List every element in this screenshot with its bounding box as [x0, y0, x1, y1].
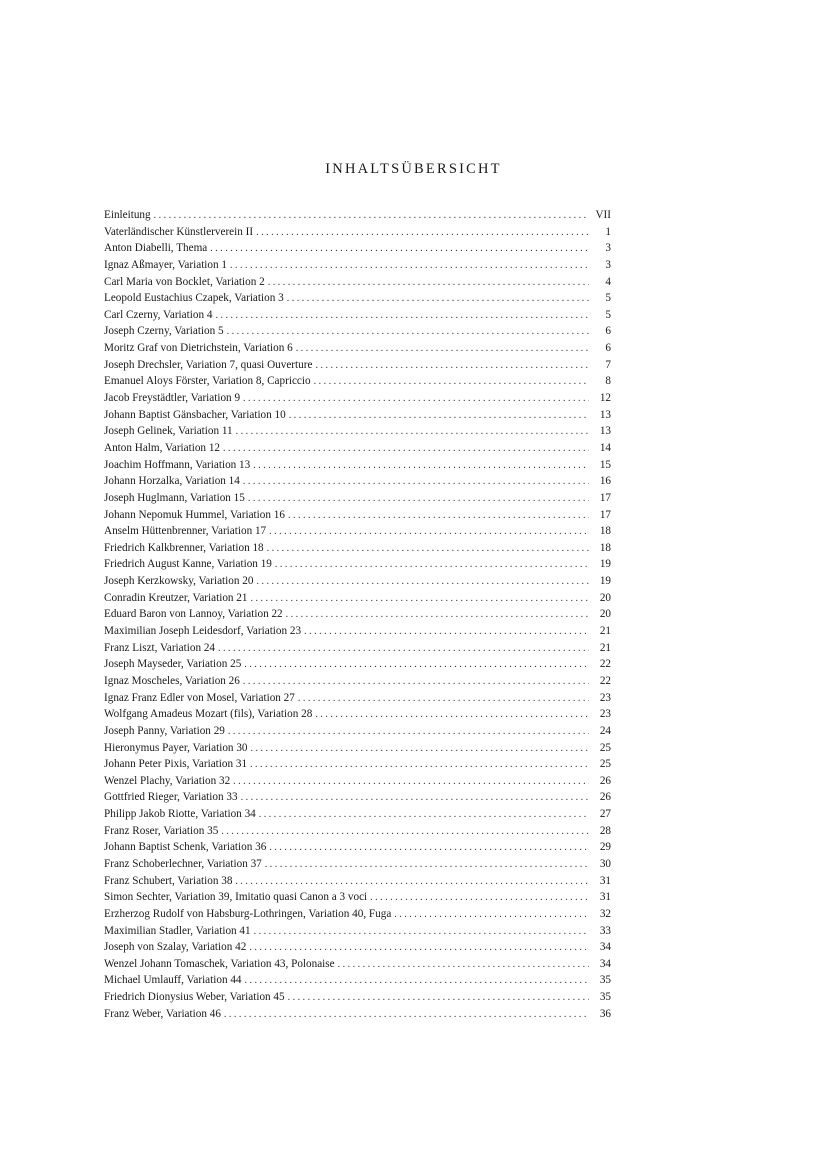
toc-entry-page-number: 18 [599, 541, 611, 554]
toc-entry-label: Hieronymus Payer, Variation 30 [104, 741, 248, 754]
toc-entry-label: Gottfried Rieger, Variation 33 [104, 791, 238, 804]
toc-entry-label: Moritz Graf von Dietrichstein, Variation 6 [104, 342, 293, 355]
toc-entry-page-number: 28 [599, 824, 611, 837]
toc-entry-label: Friedrich August Kanne, Variation 19 [104, 558, 272, 571]
toc-dot-leader [251, 591, 590, 607]
toc-entry [104, 440, 611, 457]
toc-entry-label: Johann Baptist Schenk, Variation 36 [104, 841, 267, 854]
toc-entry-label: Eduard Baron von Lannoy, Variation 22 [104, 608, 283, 621]
toc-entry [104, 956, 611, 973]
toc-entry-page-number: 29 [599, 841, 611, 854]
toc-entry-page-number: 31 [599, 891, 611, 904]
toc-entry-page-number: 26 [599, 791, 611, 804]
toc-entry-page-number: 3 [605, 258, 611, 271]
toc-entry [104, 257, 611, 274]
toc-entry [104, 756, 611, 773]
toc-entry [104, 323, 611, 340]
toc-entry-label: Carl Maria von Bocklet, Variation 2 [104, 275, 265, 288]
toc-dot-leader [298, 691, 589, 707]
toc-entry [104, 590, 611, 607]
page-title: INHALTSÜBERSICHT [325, 160, 502, 177]
toc-entry-label: Emanuel Aloys Förster, Variation 8, Capriccio [104, 375, 311, 388]
toc-dot-leader [289, 408, 589, 424]
toc-entry-label: Friedrich Dionysius Weber, Variation 45 [104, 991, 285, 1004]
toc-dot-leader [243, 391, 589, 407]
toc-entry [104, 507, 611, 524]
toc-entry-page-number: 13 [599, 425, 611, 438]
toc-dot-leader [154, 208, 589, 224]
toc-entry-page-number: 8 [605, 375, 611, 388]
toc-entry-page-number: 22 [599, 658, 611, 671]
toc-entry-page-number: 1 [605, 225, 611, 238]
toc-dot-leader [224, 1007, 589, 1023]
toc-dot-leader [228, 724, 589, 740]
toc-entry [104, 789, 611, 806]
toc-entry [104, 989, 611, 1006]
toc-entry-label: Carl Czerny, Variation 4 [104, 308, 213, 321]
toc-dot-leader [394, 907, 589, 923]
toc-dot-leader [251, 741, 589, 757]
toc-entry [104, 490, 611, 507]
toc-dot-leader [370, 890, 589, 906]
toc-entry-label: Franz Schoberlechner, Variation 37 [104, 857, 262, 870]
toc-entry-page-number: 23 [599, 708, 611, 721]
toc-dot-leader [249, 940, 589, 956]
toc-entry-label: Johann Peter Pixis, Variation 31 [104, 758, 248, 771]
toc-entry [104, 856, 611, 873]
toc-dot-leader [315, 358, 589, 374]
toc-entry-label: Erzherzog Rudolf von Habsburg-Lothringen, Variation 40, Fuga [104, 907, 392, 920]
toc-entry-page-number: 19 [599, 558, 611, 571]
toc-entry-label: Michael Umlauff, Variation 44 [104, 974, 242, 987]
toc-entry-label: Anton Halm, Variation 12 [104, 441, 221, 454]
toc-entry-page-number: 18 [599, 525, 611, 538]
toc-entry-label: Franz Schubert, Variation 38 [104, 874, 233, 887]
toc-entry-label: Joseph Drechsler, Variation 7, quasi Ouverture [104, 358, 313, 371]
toc-entry-page-number: 6 [605, 325, 611, 338]
toc-entry-label: Franz Roser, Variation 35 [104, 824, 219, 837]
toc-entry [104, 972, 611, 989]
toc-entry [104, 457, 611, 474]
toc-dot-leader [227, 324, 589, 340]
toc-dot-leader [250, 757, 589, 773]
toc-entry [104, 690, 611, 707]
toc-dot-leader [267, 541, 589, 557]
toc-dot-leader [259, 807, 589, 823]
toc-entry [104, 673, 611, 690]
toc-entry-page-number: 20 [599, 591, 611, 604]
toc-entry-page-number: 19 [599, 575, 611, 588]
toc-entry-label: Wolfgang Amadeus Mozart (fils), Variation 28 [104, 708, 313, 721]
toc-dot-leader [296, 341, 589, 357]
toc-entry-label: Joseph von Szalay, Variation 42 [104, 941, 247, 954]
toc-dot-leader [243, 474, 589, 490]
toc-entry-page-number: 21 [599, 641, 611, 654]
toc-dot-leader [275, 557, 589, 573]
toc-entry-page-number: 21 [599, 625, 611, 638]
toc-entry-page-number: 5 [605, 308, 611, 321]
toc-entry-label: Ignaz Franz Edler von Mosel, Variation 27 [104, 691, 295, 704]
toc-entry [104, 889, 611, 906]
toc-entry-label: Ignaz Aßmayer, Variation 1 [104, 258, 227, 271]
toc-entry [104, 623, 611, 640]
toc-dot-leader [315, 707, 589, 723]
toc-entry-page-number: 35 [599, 991, 611, 1004]
toc-entry [104, 540, 611, 557]
toc-dot-leader [287, 291, 589, 307]
toc-entry-label: Franz Weber, Variation 46 [104, 1007, 221, 1020]
toc-entry [104, 407, 611, 424]
toc-entry-label: Joseph Gelinek, Variation 11 [104, 425, 233, 438]
toc-entry [104, 274, 611, 291]
toc-entry [104, 423, 611, 440]
toc-entry [104, 207, 611, 224]
toc-dot-leader [286, 607, 589, 623]
toc-entry-page-number: 32 [599, 907, 611, 920]
toc-dot-leader [235, 874, 589, 890]
toc-dot-leader [218, 641, 589, 657]
toc-entry [104, 706, 611, 723]
toc-entry [104, 240, 611, 257]
toc-entry-page-number: 23 [599, 691, 611, 704]
toc-entry-page-number: 3 [605, 242, 611, 255]
toc-entry-label: Wenzel Plachy, Variation 32 [104, 774, 231, 787]
toc-dot-leader [268, 275, 589, 291]
toc-entry [104, 224, 611, 241]
toc-dot-leader [230, 258, 589, 274]
toc-dot-leader [248, 491, 589, 507]
toc-entry-label: Maximilian Joseph Leidesdorf, Variation 23 [104, 625, 302, 638]
toc-entry [104, 906, 611, 923]
toc-entry-label: Einleitung [104, 209, 151, 221]
toc-entry [104, 523, 611, 540]
toc-entry-page-number: 16 [599, 475, 611, 488]
toc-entry [104, 939, 611, 956]
toc-entry-label: Joseph Kerzkowsky, Variation 20 [104, 575, 254, 588]
toc-entry [104, 606, 611, 623]
toc-entry-page-number: 33 [599, 924, 611, 937]
toc-entry-page-number: 22 [599, 674, 611, 687]
toc-entry [104, 473, 611, 490]
toc-dot-leader [314, 374, 589, 390]
toc-entry-page-number: 12 [599, 392, 611, 405]
toc-entry [104, 640, 611, 657]
toc-entry-page-number: 5 [605, 292, 611, 305]
toc-entry-page-number: 30 [599, 857, 611, 870]
toc-dot-leader [236, 424, 589, 440]
toc-entry-label: Jacob Freystädtler, Variation 9 [104, 392, 241, 405]
toc-entry-page-number: 36 [599, 1007, 611, 1020]
toc-entry-label: Leopold Eustachius Czapek, Variation 3 [104, 292, 284, 305]
toc-entry [104, 573, 611, 590]
toc-entry-page-number: 26 [599, 774, 611, 787]
toc-entry-label: Joseph Huglmann, Variation 15 [104, 491, 245, 504]
toc-dot-leader [241, 790, 589, 806]
toc-entry-page-number: 27 [599, 808, 611, 821]
toc-entry-page-number: 6 [605, 342, 611, 355]
toc-entry-page-number: 17 [599, 508, 611, 521]
toc-entry [104, 823, 611, 840]
toc-entry-page-number: 31 [599, 874, 611, 887]
toc-entry [104, 290, 611, 307]
toc-dot-leader [223, 441, 589, 457]
toc-entry-page-number: 25 [599, 741, 611, 754]
toc-entry-label: Johann Nepomuk Hummel, Variation 16 [104, 508, 285, 521]
toc-entry [104, 307, 611, 324]
toc-dot-leader [254, 924, 589, 940]
toc-entry-page-number: 7 [605, 358, 611, 371]
toc-entry-page-number: 17 [599, 491, 611, 504]
toc-entry-label: Joseph Czerny, Variation 5 [104, 325, 224, 338]
toc-entry-label: Anselm Hüttenbrenner, Variation 17 [104, 525, 267, 538]
toc-entry-label: Philipp Jakob Riotte, Variation 34 [104, 808, 256, 821]
toc-entry [104, 556, 611, 573]
table-of-contents [104, 207, 611, 1022]
toc-entry [104, 839, 611, 856]
toc-dot-leader [338, 957, 589, 973]
toc-entry [104, 340, 611, 357]
toc-entry-page-number: 34 [599, 957, 611, 970]
toc-entry-label: Friedrich Kalkbrenner, Variation 18 [104, 541, 264, 554]
toc-entry [104, 923, 611, 940]
toc-entry-label: Joachim Hoffmann, Variation 13 [104, 458, 251, 471]
toc-dot-leader [243, 674, 589, 690]
toc-dot-leader [269, 840, 589, 856]
toc-dot-leader [265, 857, 589, 873]
toc-entry [104, 357, 611, 374]
toc-entry [104, 773, 611, 790]
toc-entry-label: Simon Sechter, Variation 39, Imitatio quasi Canon a 3 voci [104, 891, 368, 904]
toc-entry-label: Anton Diabelli, Thema [104, 242, 208, 255]
toc-dot-leader [288, 990, 589, 1006]
toc-entry-label: Johann Horzalka, Variation 14 [104, 475, 240, 488]
toc-dot-leader [269, 524, 589, 540]
toc-entry [104, 873, 611, 890]
toc-entry-page-number: 4 [605, 275, 611, 288]
toc-entry-label: Joseph Panny, Variation 29 [104, 724, 225, 737]
toc-dot-leader [244, 657, 589, 673]
toc-entry-page-number: 25 [599, 758, 611, 771]
toc-dot-leader [288, 508, 589, 524]
toc-entry-page-number: 14 [599, 441, 611, 454]
toc-dot-leader [304, 624, 589, 640]
toc-entry-page-number: 15 [599, 458, 611, 471]
toc-entry [104, 390, 611, 407]
toc-entry-page-number: VII [595, 209, 611, 221]
toc-entry-label: Ignaz Moscheles, Variation 26 [104, 674, 240, 687]
toc-dot-leader [233, 774, 589, 790]
toc-dot-leader [215, 308, 589, 324]
toc-entry [104, 806, 611, 823]
toc-dot-leader [245, 973, 589, 989]
toc-entry-label: Maximilian Stadler, Variation 41 [104, 924, 251, 937]
toc-entry-label: Conradin Kreutzer, Variation 21 [104, 591, 248, 604]
toc-dot-leader [210, 241, 589, 257]
toc-entry [104, 373, 611, 390]
toc-entry [104, 1006, 611, 1023]
toc-dot-leader [256, 225, 589, 241]
toc-entry [104, 740, 611, 757]
toc-entry-page-number: 13 [599, 408, 611, 421]
toc-entry-page-number: 24 [599, 724, 611, 737]
toc-entry-label: Joseph Mayseder, Variation 25 [104, 658, 242, 671]
toc-entry-page-number: 35 [599, 974, 611, 987]
toc-entry-label: Franz Liszt, Variation 24 [104, 641, 216, 654]
toc-entry [104, 656, 611, 673]
toc-entry [104, 723, 611, 740]
toc-dot-leader [256, 574, 589, 590]
toc-entry-page-number: 34 [599, 941, 611, 954]
toc-entry-label: Wenzel Johann Tomaschek, Variation 43, Polonaise [104, 957, 335, 970]
toc-dot-leader [253, 458, 589, 474]
toc-entry-label: Johann Baptist Gänsbacher, Variation 10 [104, 408, 286, 421]
toc-entry-label: Vaterländischer Künstlerverein II [104, 225, 254, 238]
toc-entry-page-number: 20 [599, 608, 611, 621]
toc-dot-leader [221, 824, 589, 840]
